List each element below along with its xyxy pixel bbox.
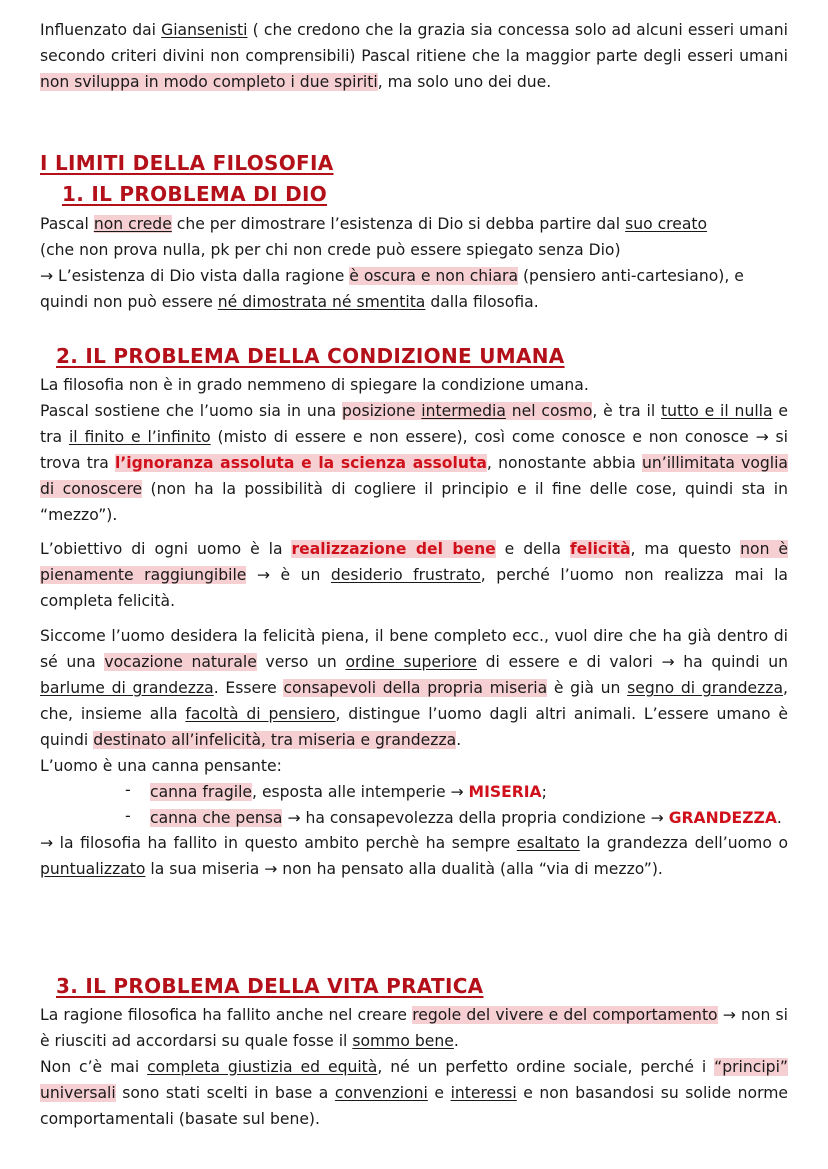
underlined-term: Giansenisti bbox=[161, 21, 248, 39]
paragraph bbox=[40, 1055, 788, 1133]
highlighted-phrase: non crede bbox=[93, 215, 172, 233]
text: la grandezza dell’uomo o bbox=[579, 834, 789, 853]
underlined-term: né dimostrata né smentita bbox=[217, 292, 426, 311]
text: Pascal bbox=[40, 215, 94, 233]
paragraph bbox=[40, 212, 788, 316]
highlighted-phrase: regole del vivere e del comportamento bbox=[412, 1006, 718, 1024]
emphasized-word: GRANDEZZA bbox=[668, 808, 777, 827]
text: La ragione filosofica ha fallito anche nel creare bbox=[40, 1006, 413, 1024]
paragraph bbox=[40, 1003, 788, 1055]
text: → non si è riusciti ad accordarsi su quale fosse il bbox=[40, 1006, 789, 1050]
highlighted-phrase: un’illimitata voglia di conoscere bbox=[40, 453, 788, 498]
text: → L’esistenza di Dio vista dalla ragione bbox=[40, 266, 350, 285]
text: . bbox=[453, 1031, 459, 1050]
text: , è tra il bbox=[592, 401, 662, 420]
text: ( che credono che la grazia sia concessa solo ad alcuni esseri umani secondo criteri divini non comprensibili) Pascal ritiene che la maggior parte degli esseri umani bbox=[40, 21, 789, 65]
subsection-2-body bbox=[40, 373, 788, 883]
text: (misto di essere e non essere), così come conosce e non conosce → si trova tra bbox=[40, 427, 789, 472]
text: è già un bbox=[547, 678, 628, 697]
highlighted-phrase: non sviluppa in modo completo i due spiriti bbox=[40, 72, 378, 91]
highlighted-phrase: vocazione naturale bbox=[104, 653, 257, 672]
text: , né un perfetto ordine sociale, perché i bbox=[377, 1057, 715, 1076]
text: Pascal sostiene che l’uomo sia in una bbox=[40, 401, 343, 420]
subsection-title-1: 1. IL PROBLEMA DI DIO bbox=[62, 182, 328, 206]
subsection-1-body bbox=[40, 212, 788, 316]
subsection-title-2: 2. IL PROBLEMA DELLA CONDIZIONE UMANA bbox=[56, 344, 565, 368]
text: che per dimostrare l’esistenza di Dio si debba partire dal bbox=[171, 215, 626, 233]
text: sono stati scelti in base a bbox=[115, 1083, 335, 1102]
section-title: I LIMITI DELLA FILOSOFIA bbox=[40, 151, 334, 175]
text: (che non prova nulla, pk per chi non crede può essere spiegato senza Dio) bbox=[40, 240, 621, 259]
highlighted-phrase: consapevoli della propria miseria bbox=[283, 678, 548, 697]
underlined-term: facoltà di pensiero bbox=[185, 704, 336, 723]
text: di essere e di valori → ha quindi un bbox=[476, 653, 788, 672]
text: , che, insieme alla bbox=[40, 678, 788, 723]
paragraph: L’uomo è una canna pensante: bbox=[40, 756, 282, 775]
text: e tra bbox=[40, 401, 788, 446]
emphasized-phrase: l’ignoranza assoluta e la scienza assoluta bbox=[115, 453, 487, 472]
underlined-term: desiderio frustrato bbox=[330, 566, 481, 585]
underlined-term: ordine superiore bbox=[345, 653, 477, 672]
text: → è un bbox=[246, 566, 331, 585]
highlighted-phrase: canna che pensa bbox=[150, 808, 283, 827]
underlined-term: il finito e l’infinito bbox=[68, 427, 211, 446]
bullet-dash: - bbox=[125, 805, 131, 825]
text: → la filosofia ha fallito in questo ambito perchè ha sempre bbox=[40, 834, 517, 853]
text: posizione bbox=[342, 401, 422, 420]
text: , ma questo bbox=[630, 540, 741, 559]
text: ; bbox=[541, 782, 547, 801]
highlighted-phrase: destinato all’infelicità, tra miseria e grandezza bbox=[93, 730, 457, 749]
text: nel cosmo bbox=[505, 401, 593, 420]
highlighted-phrase: “principi” universali bbox=[40, 1057, 788, 1102]
text: . Essere bbox=[213, 678, 284, 697]
text: → ha consapevolezza della propria condizione → bbox=[282, 808, 669, 827]
bullet-text bbox=[150, 806, 788, 832]
underlined-term: barlume di grandezza bbox=[40, 678, 214, 697]
highlighted-phrase: non è pienamente raggiungibile bbox=[40, 540, 788, 585]
underlined-term: tutto e il nulla bbox=[661, 401, 773, 420]
bullet-dash: - bbox=[125, 779, 131, 799]
underlined-term: convenzioni bbox=[334, 1083, 428, 1102]
text: la sua miseria → non ha pensato alla dualità (alla “via di mezzo”). bbox=[145, 860, 663, 879]
text: (pensiero anti-cartesiano), e quindi non può essere bbox=[40, 266, 744, 311]
paragraph bbox=[40, 537, 788, 615]
intro-block bbox=[40, 18, 788, 96]
text: verso un bbox=[256, 653, 346, 672]
intro-paragraph bbox=[40, 18, 788, 96]
paragraph bbox=[40, 624, 788, 754]
bullet-text bbox=[150, 780, 788, 806]
text: e bbox=[427, 1083, 451, 1102]
text: e non basandosi su solide norme comportamentali (basate sul bene). bbox=[40, 1083, 789, 1128]
text: Non c’è mai bbox=[40, 1057, 148, 1076]
text: . bbox=[456, 730, 462, 749]
text: , ma solo uno dei due. bbox=[377, 72, 552, 91]
subsection-3-body bbox=[40, 1003, 788, 1133]
text: Siccome l’uomo desidera la felicità piena, il bene completo ecc., vuol dire che ha già dentro di sé una bbox=[40, 627, 788, 672]
underlined-term: sommo bene bbox=[352, 1031, 454, 1050]
text: L’obiettivo di ogni uomo è la bbox=[40, 540, 292, 559]
bullet-item-1 bbox=[40, 780, 788, 806]
subsection-title-3: 3. IL PROBLEMA DELLA VITA PRATICA bbox=[56, 974, 484, 998]
text: (non ha la possibilità di cogliere il principio e il fine delle cose, quindi sta in “mezzo”). bbox=[40, 479, 789, 524]
highlighted-phrase bbox=[342, 402, 592, 420]
highlighted-phrase: è oscura e non chiara bbox=[349, 266, 519, 285]
bullet-item-2 bbox=[40, 806, 788, 832]
text: , esposta alle intemperie → bbox=[252, 782, 469, 801]
text: , nonostante abbia bbox=[486, 453, 642, 472]
emphasized-phrase: realizzazione del bene bbox=[291, 540, 496, 559]
text: . bbox=[776, 808, 782, 827]
underlined-term: puntualizzato bbox=[40, 860, 146, 879]
underlined-term: intermedia bbox=[421, 401, 506, 420]
underlined-term: completa giustizia ed equità bbox=[147, 1057, 378, 1076]
paragraph bbox=[40, 831, 788, 883]
text: , distingue l’uomo dagli altri animali. L’essere umano è quindi bbox=[40, 704, 788, 749]
text: Influenzato dai bbox=[40, 21, 162, 39]
emphasized-word: MISERIA bbox=[468, 782, 542, 801]
emphasized-phrase: felicità bbox=[569, 540, 631, 559]
highlighted-phrase: canna fragile bbox=[150, 782, 253, 801]
paragraph bbox=[40, 399, 788, 529]
underlined-term: interessi bbox=[450, 1083, 517, 1102]
underlined-term: segno di grandezza bbox=[627, 678, 784, 697]
underlined-term: suo creato bbox=[625, 215, 708, 233]
underlined-term: esaltato bbox=[516, 834, 580, 853]
text: e della bbox=[495, 540, 570, 559]
paragraph: La filosofia non è in grado nemmeno di spiegare la condizione umana. bbox=[40, 376, 589, 394]
text: dalla filosofia. bbox=[425, 292, 539, 311]
text: , perché l’uomo non realizza mai la completa felicità. bbox=[40, 566, 788, 611]
